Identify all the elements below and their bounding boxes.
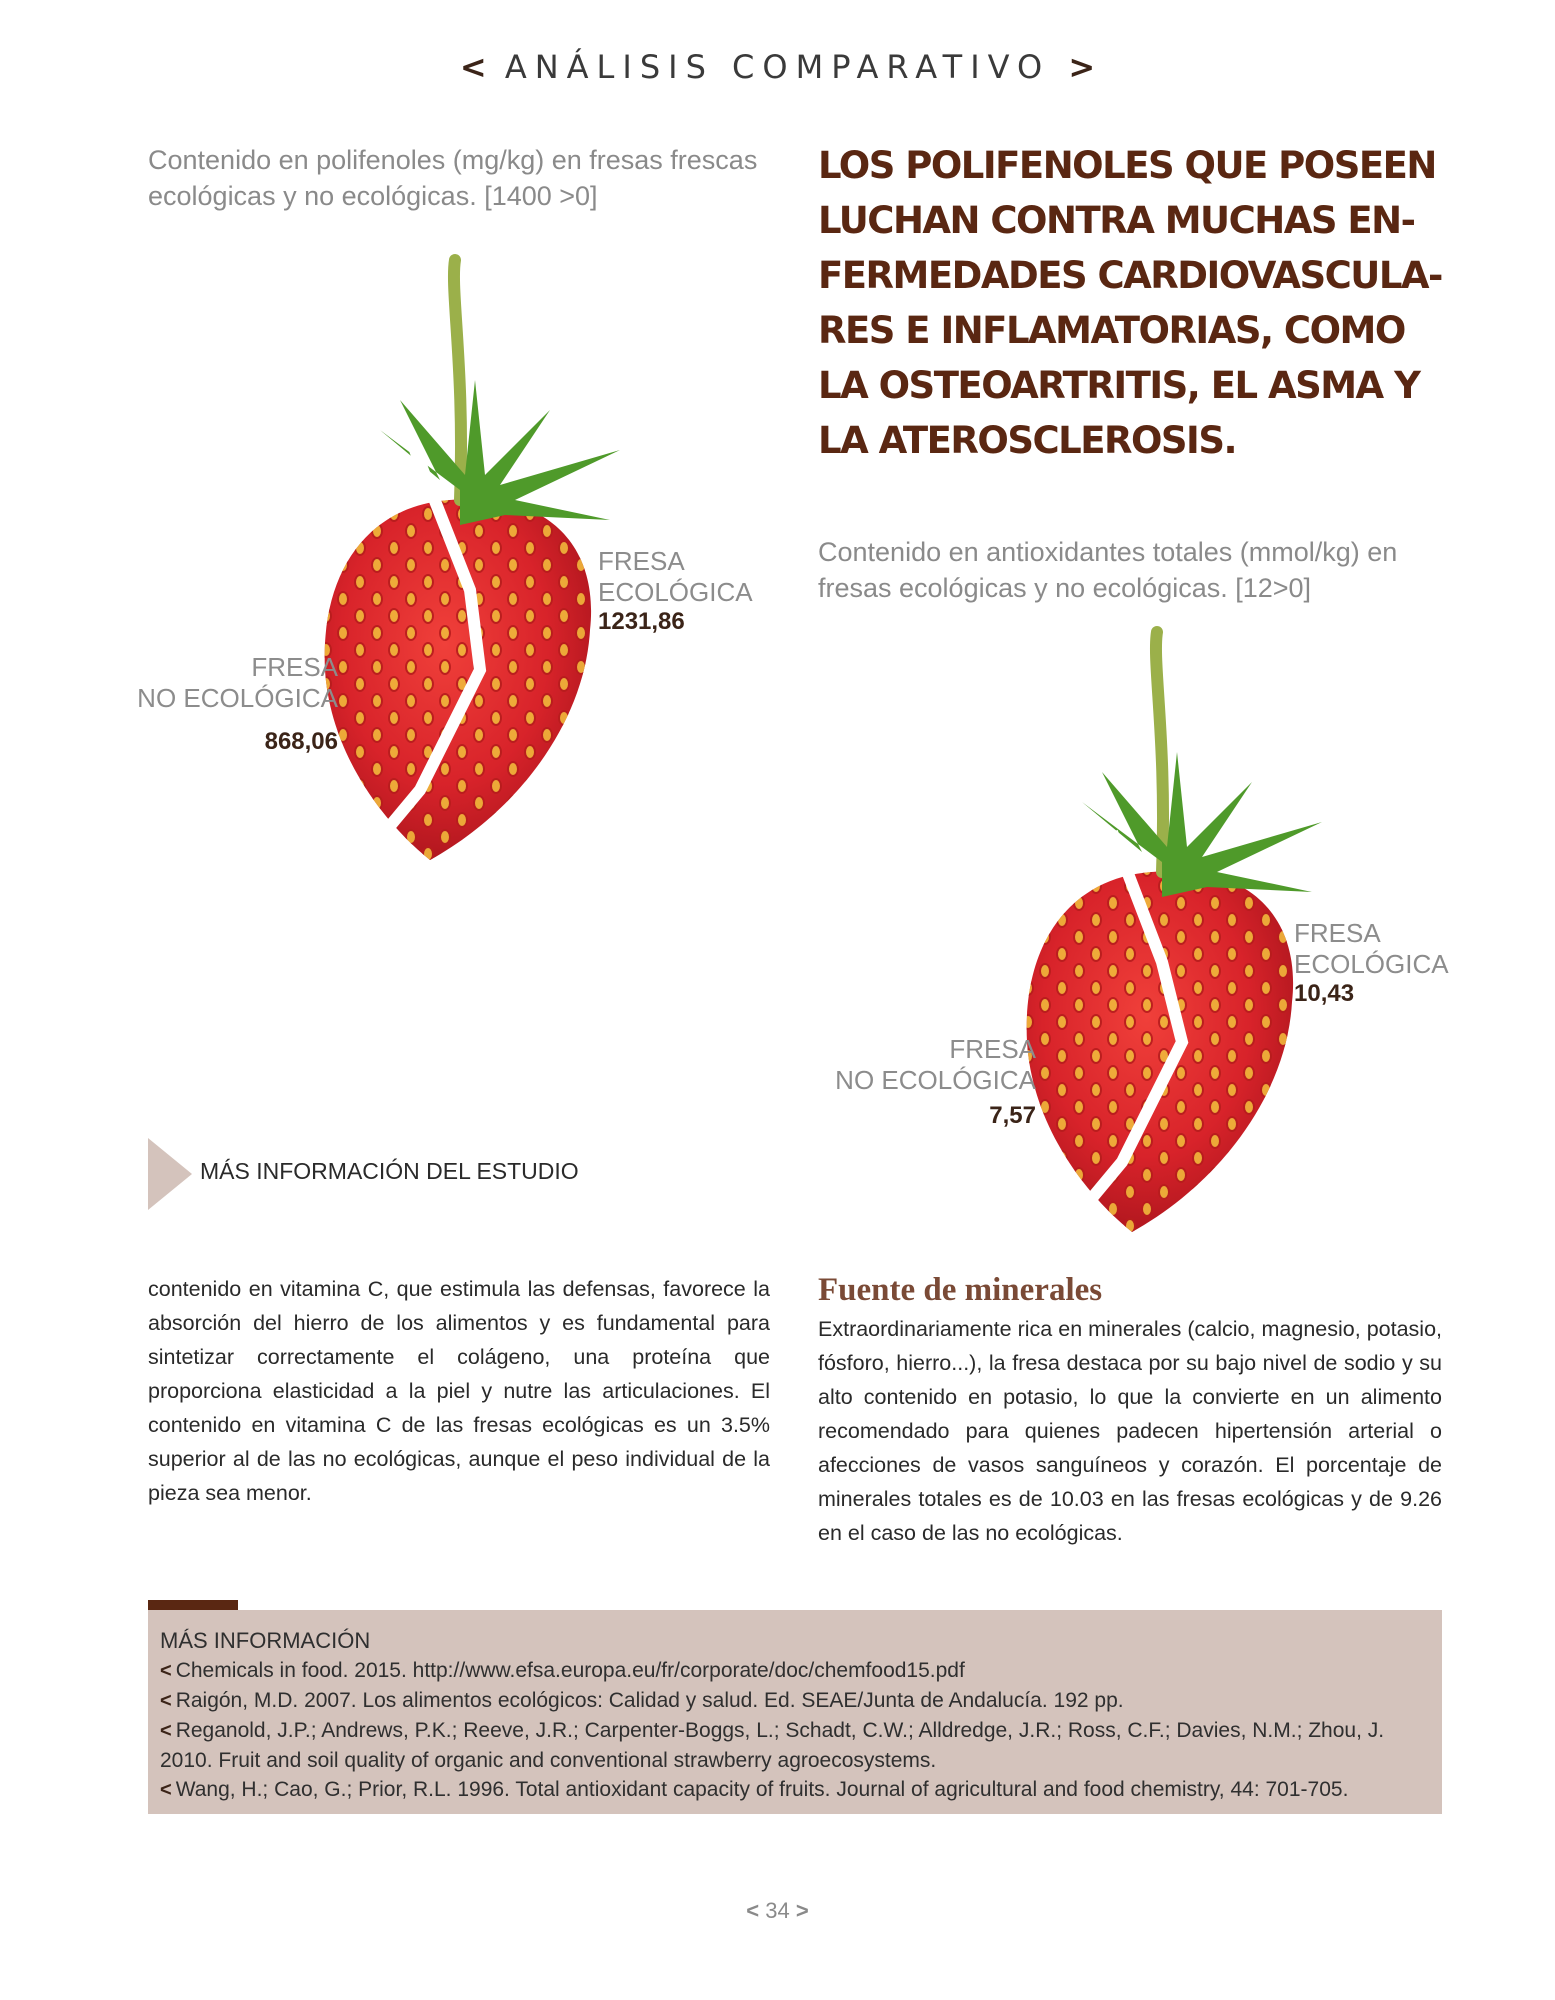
- pull-quote-headline: LOS POLIFENOLES QUE POSEEN LUCHAN CONTRA MUCHAS EN-FERMEDADES CARDIOVASCULA-RES E INFLAMATORIAS, COMO LA OSTEOARTRITIS, EL ASMA Y LA ATEROSCLEROSIS.: [818, 144, 1442, 462]
- chart1-caption: Contenido en polifenoles (mg/kg) en fresas frescas ecológicas y no ecológicas. [1400 >0]: [148, 145, 758, 211]
- chevron-left-icon: <: [746, 1898, 760, 1923]
- reference-item[interactable]: < Chemicals in food. 2015. http://www.efsa.europa.eu/fr/corporate/doc/chemfood15.pdf: [160, 1659, 965, 1682]
- chevron-left-icon: <: [160, 1720, 172, 1742]
- chart1-noeco-label: FRESA NO ECOLÓGICA: [137, 652, 338, 713]
- section-title: ANÁLISIS COMPARATIVO: [504, 48, 1051, 86]
- section-header: [0, 48, 1555, 86]
- page-number: < 34 >: [746, 1898, 809, 1923]
- chevron-left-icon: <: [160, 1660, 172, 1682]
- chart2-eco-value: 10,43: [1294, 980, 1355, 1007]
- chevron-right-icon: >: [795, 1898, 809, 1923]
- strawberry-antioxidants-illustration: [1002, 622, 1342, 1242]
- strawberry-polyphenols-illustration: [300, 250, 640, 870]
- references-list: [160, 1656, 1430, 1805]
- chart1-eco-label: FRESA ECOLÓGICA: [598, 546, 753, 607]
- reference-item: < Reganold, J.P.; Andrews, P.K.; Reeve, J.R.; Carpenter-Boggs, L.; Schadt, C.W.; Alldredge, J.R.; Ross, C.F.; Davies, N.M.; Zhou, J. 2010. Fruit and soil quality of organic and conventional strawberry agroecosystems.: [160, 1719, 1385, 1772]
- more-info-study-label: MÁS INFORMACIÓN DEL ESTUDIO: [200, 1158, 579, 1184]
- chart2-noeco-value: 7,57: [989, 1102, 1036, 1129]
- minerals-paragraph: Extraordinariamente rica en minerales (calcio, magnesio, potasio, fósforo, hierro...), la fresa destaca por su bajo nivel de sodio y su alto contenido en potasio, lo que la convierte en un alimento recomendado para quienes padecen hipertensión arterial o afecciones de vasos sanguíneos y corazón. El porcentaje de minerales totales es de 10.03 en las fresas ecológicas y de 9.26 en el caso de las no ecológicas.: [818, 1317, 1442, 1545]
- chevron-right-icon: >: [1068, 48, 1096, 86]
- chart1-eco-value: 1231,86: [598, 608, 685, 635]
- chevron-left-icon: <: [160, 1690, 172, 1712]
- play-triangle-icon: [148, 1138, 192, 1210]
- chart2-eco-label: FRESA ECOLÓGICA: [1294, 918, 1449, 979]
- minerals-heading: Fuente de minerales: [818, 1272, 1103, 1308]
- reference-item: < Wang, H.; Cao, G.; Prior, R.L. 1996. Total antioxidant capacity of fruits. Journal of agricultural and food chemistry, 44: 701-705.: [160, 1778, 1349, 1801]
- more-info-study-link[interactable]: [148, 1138, 648, 1210]
- chart2-noeco-label: FRESA NO ECOLÓGICA: [835, 1034, 1036, 1095]
- chart2-caption: Contenido en antioxidantes totales (mmol/kg) en fresas ecológicas y no ecológicas. [12>0]: [818, 537, 1398, 603]
- reference-item: < Raigón, M.D. 2007. Los alimentos ecológicos: Calidad y salud. Ed. SEAE/Junta de Andalucía. 192 pp.: [160, 1689, 1124, 1712]
- references-box: [148, 1610, 1442, 1814]
- vitamin-c-paragraph: contenido en vitamina C, que estimula las defensas, favorece la absorción del hierro de los alimentos y es fundamental para sintetizar correctamente el colágeno, una proteína que proporciona elasticidad a la piel y nutre las articulaciones. El contenido en vitamina C de las fresas ecológicas es un 3.5% superior al de las no ecológicas, aunque el peso individual de la pieza sea menor.: [148, 1277, 770, 1505]
- chevron-left-icon: <: [459, 48, 487, 86]
- references-title: MÁS INFORMACIÓN: [160, 1628, 371, 1653]
- chart1-noeco-value: 868,06: [264, 728, 338, 755]
- chevron-left-icon: <: [160, 1779, 172, 1801]
